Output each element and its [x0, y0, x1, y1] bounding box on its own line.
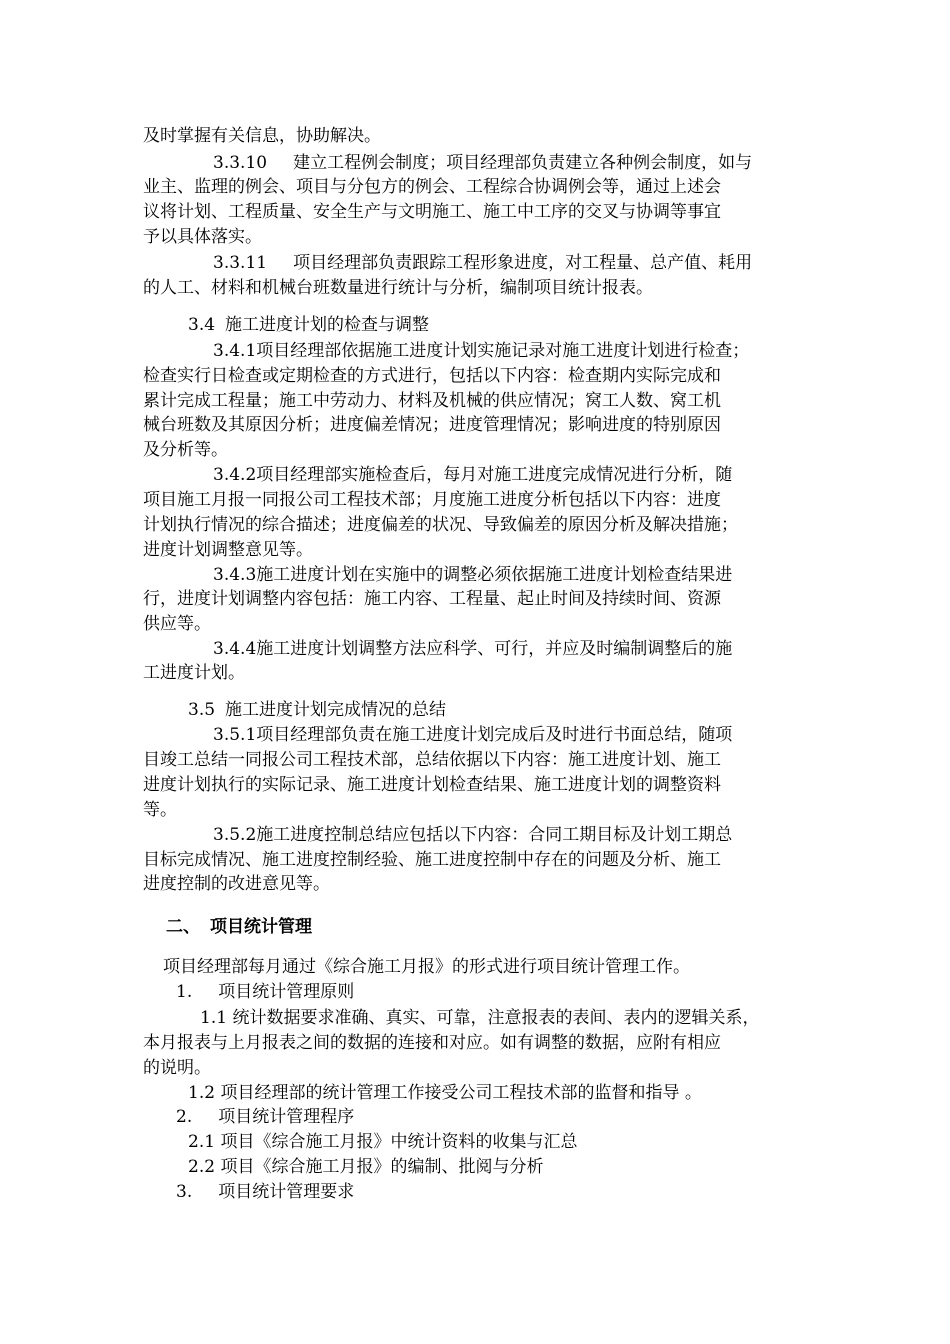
chapter-title: 项目统计管理 — [210, 917, 312, 937]
chapter-number: 二、 — [166, 917, 200, 937]
text-line: 计划执行情况的综合描述；进度偏差的状况、导致偏差的原因分析及解决措施； — [143, 515, 738, 535]
text-line: 及时掌握有关信息，协助解决。 — [143, 126, 381, 146]
text-line: 2.1 项目《综合施工月报》中统计资料的收集与汇总 — [188, 1132, 578, 1152]
section-title: 施工进度计划完成情况的总结 — [225, 700, 447, 720]
list-heading — [176, 980, 354, 1004]
text-line: 的说明。 — [143, 1058, 211, 1078]
text-line: 1.1 统计数据要求准确、真实、可靠，注意报表的表间、表内的逻辑关系， — [200, 1008, 760, 1028]
text-line: 进度计划调整意见等。 — [143, 540, 313, 560]
text-line: 本月报表与上月报表之间的数据的连接和对应。如有调整的数据，应附有相应 — [143, 1033, 721, 1053]
text-line: 进度计划执行的实际记录、施工进度计划检查结果、施工进度计划的调整资料 — [143, 775, 721, 795]
text-line — [213, 251, 752, 275]
text-line: 及分析等。 — [143, 440, 228, 460]
text-line: 累计完成工程量；施工中劳动力、材料及机械的供应情况；窝工人数、窝工机 — [143, 391, 721, 411]
text-line: 3.5.2施工进度控制总结应包括以下内容：合同工期目标及计划工期总 — [213, 825, 733, 845]
text-line: 3.5.1项目经理部负责在施工进度计划完成后及时进行书面总结，随项 — [213, 725, 733, 745]
text-line — [213, 151, 752, 175]
text-line: 3.4.1项目经理部依据施工进度计划实施记录对施工进度计划进行检查； — [213, 341, 750, 361]
section-heading — [188, 313, 429, 337]
text-line: 1.2 项目经理部的统计管理工作接受公司工程技术部的监督和指导 。 — [188, 1083, 702, 1103]
text-line: 目标完成情况、施工进度控制经验、施工进度控制中存在的问题及分析、施工 — [143, 850, 721, 870]
section-title: 施工进度计划的检查与调整 — [225, 315, 430, 335]
clause-number: 3.3.11 — [213, 253, 268, 273]
text-line: 行，进度计划调整内容包括：施工内容、工程量、起止时间及持续时间、资源 — [143, 589, 721, 609]
text-line: 项目施工月报一同报公司工程技术部；月度施工进度分析包括以下内容：进度 — [143, 490, 721, 510]
list-title: 项目统计管理程序 — [218, 1107, 355, 1127]
clause-text: 项目经理部负责跟踪工程形象进度，对工程量、总产值、耗用 — [293, 253, 753, 273]
text-line: 3.4.4施工进度计划调整方法应科学、可行，并应及时编制调整后的施 — [213, 639, 733, 659]
text-line: 业主、监理的例会、项目与分包方的例会、工程综合协调例会等，通过上述会 — [143, 177, 721, 197]
text-line: 检查实行日检查或定期检查的方式进行，包括以下内容：检查期内实际完成和 — [143, 366, 721, 386]
list-number: 1. — [176, 982, 193, 1002]
text-line: 予以具体落实。 — [143, 227, 262, 247]
section-number: 3.4 — [188, 315, 216, 335]
chapter-heading — [166, 915, 312, 939]
text-line: 3.4.3施工进度计划在实施中的调整必须依据施工进度计划检查结果进 — [213, 565, 733, 585]
clause-text: 建立工程例会制度；项目经理部负责建立各种例会制度，如与 — [293, 153, 753, 173]
clause-number: 3.3.10 — [213, 153, 268, 173]
text-line: 供应等。 — [143, 614, 211, 634]
text-line: 的人工、材料和机械台班数量进行统计与分析，编制项目统计报表。 — [143, 278, 653, 298]
list-title: 项目统计管理原则 — [218, 982, 355, 1002]
text-line: 2.2 项目《综合施工月报》的编制、批阅与分析 — [188, 1157, 544, 1177]
list-heading — [176, 1180, 354, 1204]
text-line: 项目经理部每月通过《综合施工月报》的形式进行项目统计管理工作。 — [163, 957, 690, 977]
text-line: 3.4.2项目经理部实施检查后，每月对施工进度完成情况进行分析，随 — [213, 465, 733, 485]
list-number: 3. — [176, 1182, 193, 1202]
text-line: 等。 — [143, 800, 177, 820]
list-heading — [176, 1105, 354, 1129]
list-number: 2. — [176, 1107, 193, 1127]
text-line: 进度控制的改进意见等。 — [143, 874, 330, 894]
section-number: 3.5 — [188, 700, 216, 720]
text-line: 议将计划、工程质量、安全生产与文明施工、施工中工序的交叉与协调等事宜 — [143, 202, 721, 222]
section-heading — [188, 698, 446, 722]
text-line: 械台班数及其原因分析；进度偏差情况；进度管理情况；影响进度的特别原因 — [143, 415, 721, 435]
list-title: 项目统计管理要求 — [218, 1182, 355, 1202]
text-line: 工进度计划。 — [143, 663, 245, 683]
text-line: 目竣工总结一同报公司工程技术部，总结依据以下内容：施工进度计划、施工 — [143, 750, 721, 770]
